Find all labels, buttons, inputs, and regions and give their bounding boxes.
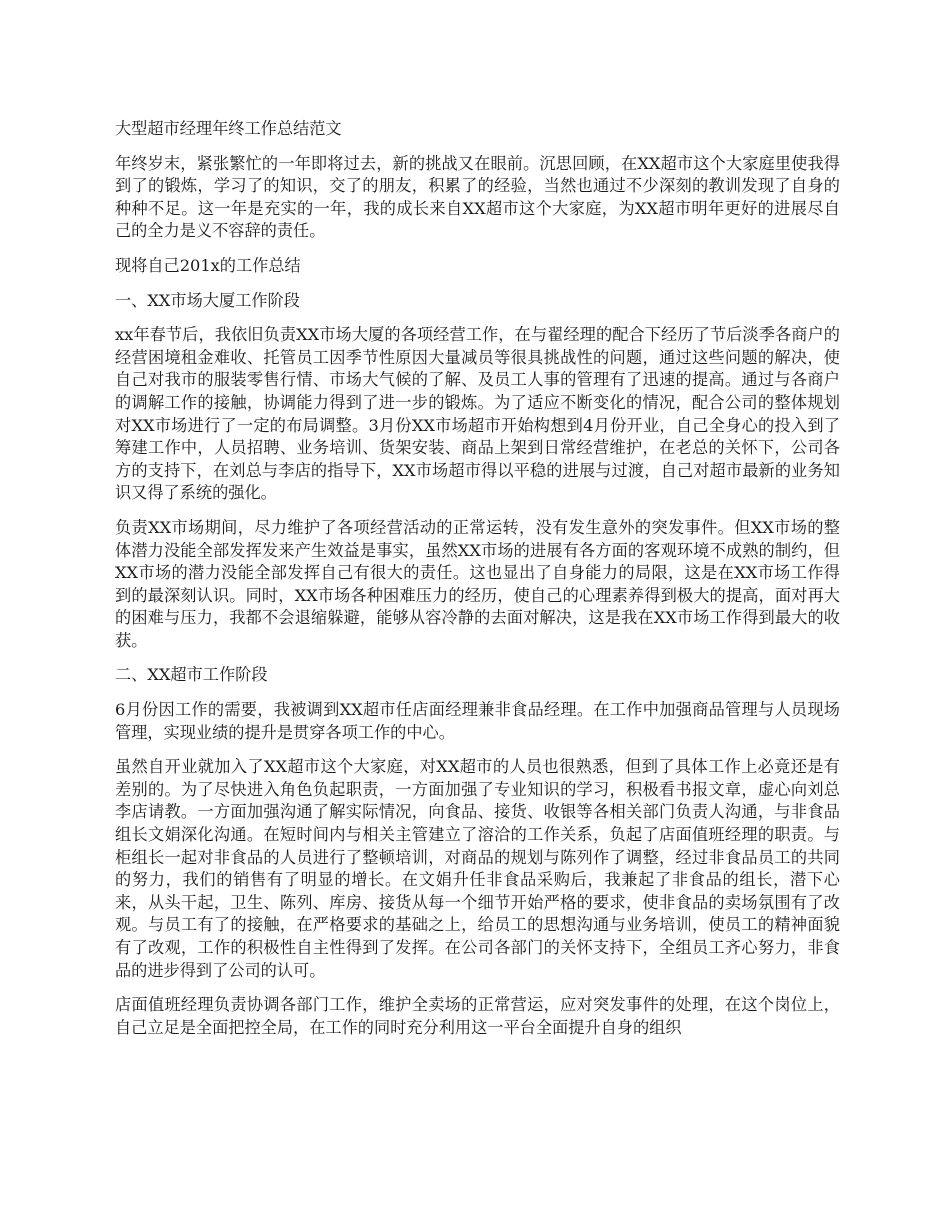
document-title: 大型超市经理年终工作总结范文 xyxy=(115,119,342,138)
paragraph-summary-lead: 现将自己201x的工作总结 xyxy=(115,255,301,275)
paragraph-transfer: 6月份因工作的需要，我被调到XX超市任店面经理兼非食品经理。在工作中加强商品管理与人员现场管理，实现业绩的提升是贯穿各项工作的中心。 xyxy=(115,700,840,742)
paragraph-duty-manager: 店面值班经理负责协调各部门工作，维护全卖场的正常营运，应对突发事件的处理，在这个岗位上，自己立足是全面把控全局，在工作的同时充分利用这一平台全面提升自身的组织 xyxy=(115,995,840,1037)
paragraph-market-reflection: 负责XX市场期间，尽力维护了各项经营活动的正常运转，没有发生意外的突发事件。但XX市场的整体潜力没能全部发挥发来产生效益是事实，虽然XX市场的进展有各方面的客观环境不成熟的制约，但XX市场的潜力没能全部发挥自己有很大的责任。这也显出了自身能力的局限，这是在XX市场工作得到的最深刻认识。同时，XX市场各种困难压力的经历，使自己的心理素养得到极大的提高，面对再大的困难与压力，我都不会退缩躲避，能够从容冷静的去面对解决，这是我在XX市场工作得到最大的收获。 xyxy=(115,517,840,650)
paragraph-nonfood-work: 虽然自开业就加入了XX超市这个大家庭，对XX超市的人员也很熟悉，但到了具体工作上必竟还是有差别的。为了尽快进入角色负起职责，一方面加强了专业知识的学习，积极看书报文章，虚心向刘总李店请教。一方面加强沟通了解实际情况，向食品、接货、收银等各相关部门负责人沟通，与非食品组长文娟深化沟通。在短时间内与相关主管建立了溶洽的工作关系，负起了店面值班经理的职责。与柜组长一起对非食品的人员进行了整顿培训，对商品的规划与陈列作了调整，经过非食品员工的共同的努力，我们的销售有了明显的增长。在文娟升任非食品采购后，我兼起了非食品的组长，潜下心来，从头干起，卫生、陈列、库房、接货从每一个细节开始严格的要求，使非食品的卖场氛围有了改观。与员工有了的接触，在严格要求的基础之上，给员工的思想沟通与业务培训，使员工的精神面貌有了改观，工作的积极性自主性得到了发挥。在公司各部门的关怀支持下，全组员工齐心努力，非食品的进步得到了公司的认可。 xyxy=(115,757,840,980)
section-heading-2: 二、XX超市工作阶段 xyxy=(115,665,268,685)
paragraph-intro: 年终岁末，紧张繁忙的一年即将过去，新的挑战又在眼前。沉思回顾，在XX超市这个大家庭里使我得到了的锻炼，学习了的知识，交了的朋友，积累了的经验，当然也通过不少深刻的教训发现了自身的种种不足。这一年是充实的一年，我的成长来自XX超市这个大家庭，为XX超市明年更好的进展尽自己的全力是义不容辞的责任。 xyxy=(115,153,840,241)
paragraph-market-work: xx年春节后，我依旧负责XX市场大厦的各项经营工作，在与翟经理的配合下经历了节后淡季各商户的经营困境租金难收、托管员工因季节性原因大量减员等很具挑战性的问题，通过这些问题的解决，使自己对我市的服装零售行情、市场大气候的了解、及员工人事的管理有了迅速的提高。通过与各商户的调解工作的接触，协调能力得到了进一步的锻炼。为了适应不断变化的情况，配合公司的整体规划对XX市场进行了一定的布局调整。3月份XX市场超市开始构想到4月份开业，自己全身心的投入到了筹建工作中，人员招聘、业务培训、货架安装、商品上架到日常经营维护，在老总的关怀下，公司各方的支持下，在刘总与李店的指导下，XX市场超市得以平稳的进展与过渡，自己对超市最新的业务知识又得了系统的强化。 xyxy=(115,325,840,503)
document-page xyxy=(115,118,840,1051)
section-heading-1: 一、XX市场大厦工作阶段 xyxy=(115,290,300,310)
